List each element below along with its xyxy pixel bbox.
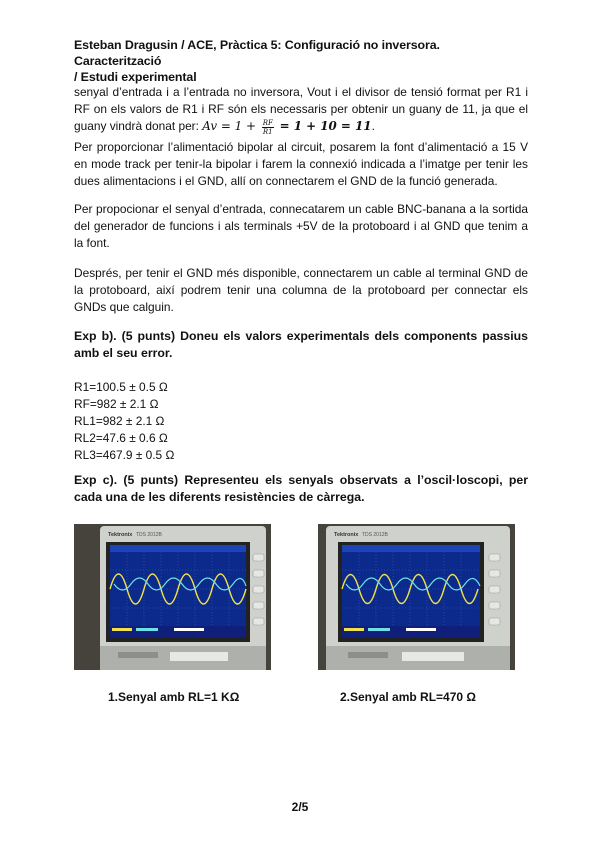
paragraph-gnd-text: Després, per tenir el GND més disponible, connectarem un cable al terminal GND de la protoboard, així podrem tenir una columna de la protoboard per connectar els GNDs que calguin. bbox=[74, 266, 528, 314]
paragraph-input-signal-text: Per propocionar el senyal d’entrada, connecatarem un cable BNC-banana a la sortida del generador de funcions i als terminals +5V de la protoboard i al GND que tenim a la font. bbox=[74, 202, 528, 250]
value-rl3: RL3=467.9 ± 0.5 Ω bbox=[74, 448, 175, 462]
scope-brand-2: Tektronix bbox=[334, 532, 359, 538]
formula-rhs: = 1 + 10 = 11 bbox=[279, 119, 372, 133]
scope-model-2: TDS 2012B bbox=[362, 532, 388, 538]
caption-rl-470: 2.Senyal amb RL=470 Ω bbox=[340, 690, 477, 704]
document-header bbox=[74, 37, 528, 85]
value-r1: R1=100.5 ± 0.5 Ω bbox=[74, 380, 168, 394]
paragraph-power-supply bbox=[74, 139, 528, 190]
paragraph-gain-text: senyal d’entrada i a l’entrada no inversora, Vout i el divisor de tensió format per R1 i RF on els valors de R1 i RF són els necessaris per obtenir un guany de 11, ja que el guany vindrà donat per: bbox=[74, 85, 528, 133]
paragraph-power-supply-text: Per proporcionar l’alimentació bipolar al circuit, posarem la font d’alimentació a 15 V en mode track per tenir-la bipolar i farem la connexió indicada a l’imatge per tenir les dues alimentacions i el GND, allí on connectarem el GND de la funció generada. bbox=[74, 140, 528, 188]
oscilloscope-photo-rl-470 bbox=[318, 524, 515, 670]
formula-numerator: RF bbox=[262, 118, 273, 127]
formula-denominator: R1 bbox=[262, 127, 273, 136]
value-rl1: RL1=982 ± 2.1 Ω bbox=[74, 414, 165, 428]
component-values-list bbox=[74, 379, 174, 464]
paragraph-input-signal bbox=[74, 201, 528, 252]
formula-fraction bbox=[262, 119, 274, 136]
paragraph-gnd bbox=[74, 265, 528, 316]
formula-end: . bbox=[371, 119, 375, 133]
exp-b-heading: Exp b). (5 punts) Doneu els valors experimentals dels components passius amb el seu error. bbox=[74, 329, 528, 360]
value-rl2: RL2=47.6 ± 0.6 Ω bbox=[74, 431, 168, 445]
header-line-1: Esteban Dragusin / ACE, Pràctica 5: Configuració no inversora. Caracterització bbox=[74, 38, 440, 68]
oscilloscope-photo-rl-1k bbox=[74, 524, 271, 670]
gain-formula bbox=[202, 118, 372, 136]
caption-rl-1k: 1.Senyal amb RL=1 KΩ bbox=[108, 690, 240, 704]
header-line-2: / Estudi experimental bbox=[74, 70, 197, 84]
oscilloscope-image-2 bbox=[318, 524, 515, 670]
value-rf: RF=982 ± 2.1 Ω bbox=[74, 397, 159, 411]
formula-lhs: Av = 1 + bbox=[202, 119, 256, 133]
oscilloscope-image-1 bbox=[74, 524, 271, 670]
paragraph-gain bbox=[74, 84, 528, 136]
scope-brand-1: Tektronix bbox=[108, 532, 133, 538]
page-number: 2/5 bbox=[291, 800, 309, 814]
exp-c-heading: Exp c). (5 punts) Representeu els senyals observats a l’oscil·loscopi, per cada una de les diferents resistències de càrrega. bbox=[74, 473, 528, 504]
scope-model-1: TDS 2012B bbox=[136, 532, 162, 538]
